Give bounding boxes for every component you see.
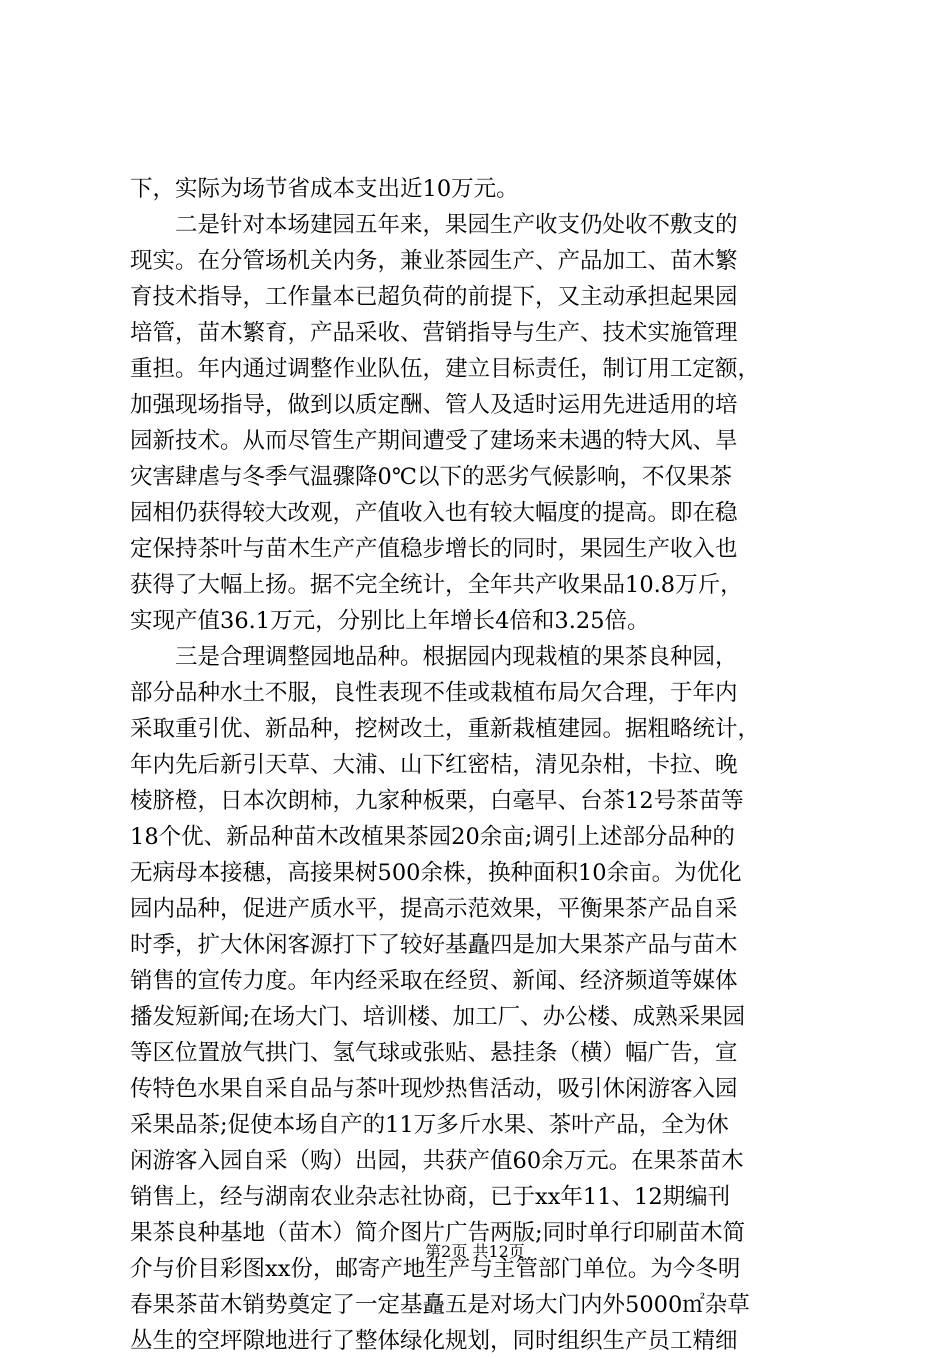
text-line: 等区位置放气拱门、氢气球或张贴、悬挂条（横）幅广告，宣 [130,1040,738,1066]
text-line: 春果茶苗木销势奠定了一定基矗五是对场大门内外5000㎡杂草 [130,1292,750,1318]
text-line: 销售的宣传力度。年内经采取在经贸、新闻、经济频道等媒体 [130,968,738,994]
text-line: 销售上，经与湖南农业杂志社协商，已于xx年11、12期编刊 [130,1184,731,1210]
text-line: 获得了大幅上扬。据不完全统计，全年共产收果品10.8万斤， [130,572,743,598]
text-line: 二是针对本场建园五年来，果园生产收支仍处收不敷支的 [130,212,738,238]
text-line: 播发短新闻;在场大门、培训楼、加工厂、办公楼、成熟采果园 [130,1004,746,1030]
page-footer: 第2页 共12页 [425,1242,525,1261]
text-line: 丛生的空坪隙地进行了整体绿化规划，同时组织生产员工精细 [130,1328,738,1354]
text-line: 闲游客入园自采（购）出园，共获产值60余万元。在果茶苗木 [130,1148,744,1174]
text-line: 采取重引优、新品种，挖树改土，重新栽植建园。据粗略统计， [130,716,761,742]
text-line: 棱脐橙，日本次朗柿，九家种板栗，白毫早、台茶12号茶苗等 [130,788,744,814]
text-line: 现实。在分管场机关内务，兼业茶园生产、产品加工、苗木繁 [130,248,738,274]
text-line: 育技术指导，工作量本已超负荷的前提下，又主动承担起果园 [130,284,738,310]
text-line: 下，实际为场节省成本支出近10万元。 [130,176,519,202]
text-line: 时季，扩大休闲客源打下了较好基矗四是加大果茶产品与苗木 [130,932,738,958]
document-body [130,171,835,1359]
text-line: 实现产值36.1万元，分别比上年增长4倍和3.25倍。 [130,608,650,634]
text-line: 加强现场指导，做到以质定酬、管人及适时运用先进适用的培 [130,392,738,418]
text-line: 定保持茶叶与苗木生产产值稳步增长的同时，果园生产收入也 [130,536,738,562]
text-line: 重担。年内通过调整作业队伍，建立目标责任，制订用工定额， [130,356,761,382]
text-line: 传特色水果自采自品与茶叶现炒热售活动，吸引休闲游客入园 [130,1076,738,1102]
text-line: 培管，苗木繁育，产品采收、营销指导与生产、技术实施管理 [130,320,738,346]
text-line: 果茶良种基地（苗木）简介图片广告两版;同时单行印刷苗木简 [130,1220,746,1246]
text-line: 无病母本接穗，高接果树500余株，换种面积10余亩。为优化 [130,860,742,886]
text-line: 介与价目彩图xx份，邮寄产地生产与主管部门单位。为今冬明 [130,1256,741,1282]
text-line: 园新技术。从而尽管生产期间遭受了建场来未遇的特大风、旱 [130,428,738,454]
text-line: 18个优、新品种苗木改植果茶园20余亩;调引上述部分品种的 [130,824,735,850]
text-line: 园相仍获得较大改观，产值收入也有较大幅度的提高。即在稳 [130,500,738,526]
text-line: 年内先后新引天草、大浦、山下红密桔，清见杂柑，卡拉、晚 [130,752,738,778]
text-line: 园内品种，促进产质水平，提高示范效果，平衡果茶产品自采 [130,896,738,922]
text-line: 灾害肆虐与冬季气温骤降0℃以下的恶劣气候影响，不仅果茶 [130,464,732,490]
text-line: 采果品茶;促使本场自产的11万多斤水果、茶叶产品，全为休 [130,1112,729,1138]
text-line: 三是合理调整园地品种。根据园内现栽植的果茶良种园， [130,644,738,670]
text-line: 部分品种水土不服，良性表现不佳或栽植布局欠合理，于年内 [130,680,738,706]
